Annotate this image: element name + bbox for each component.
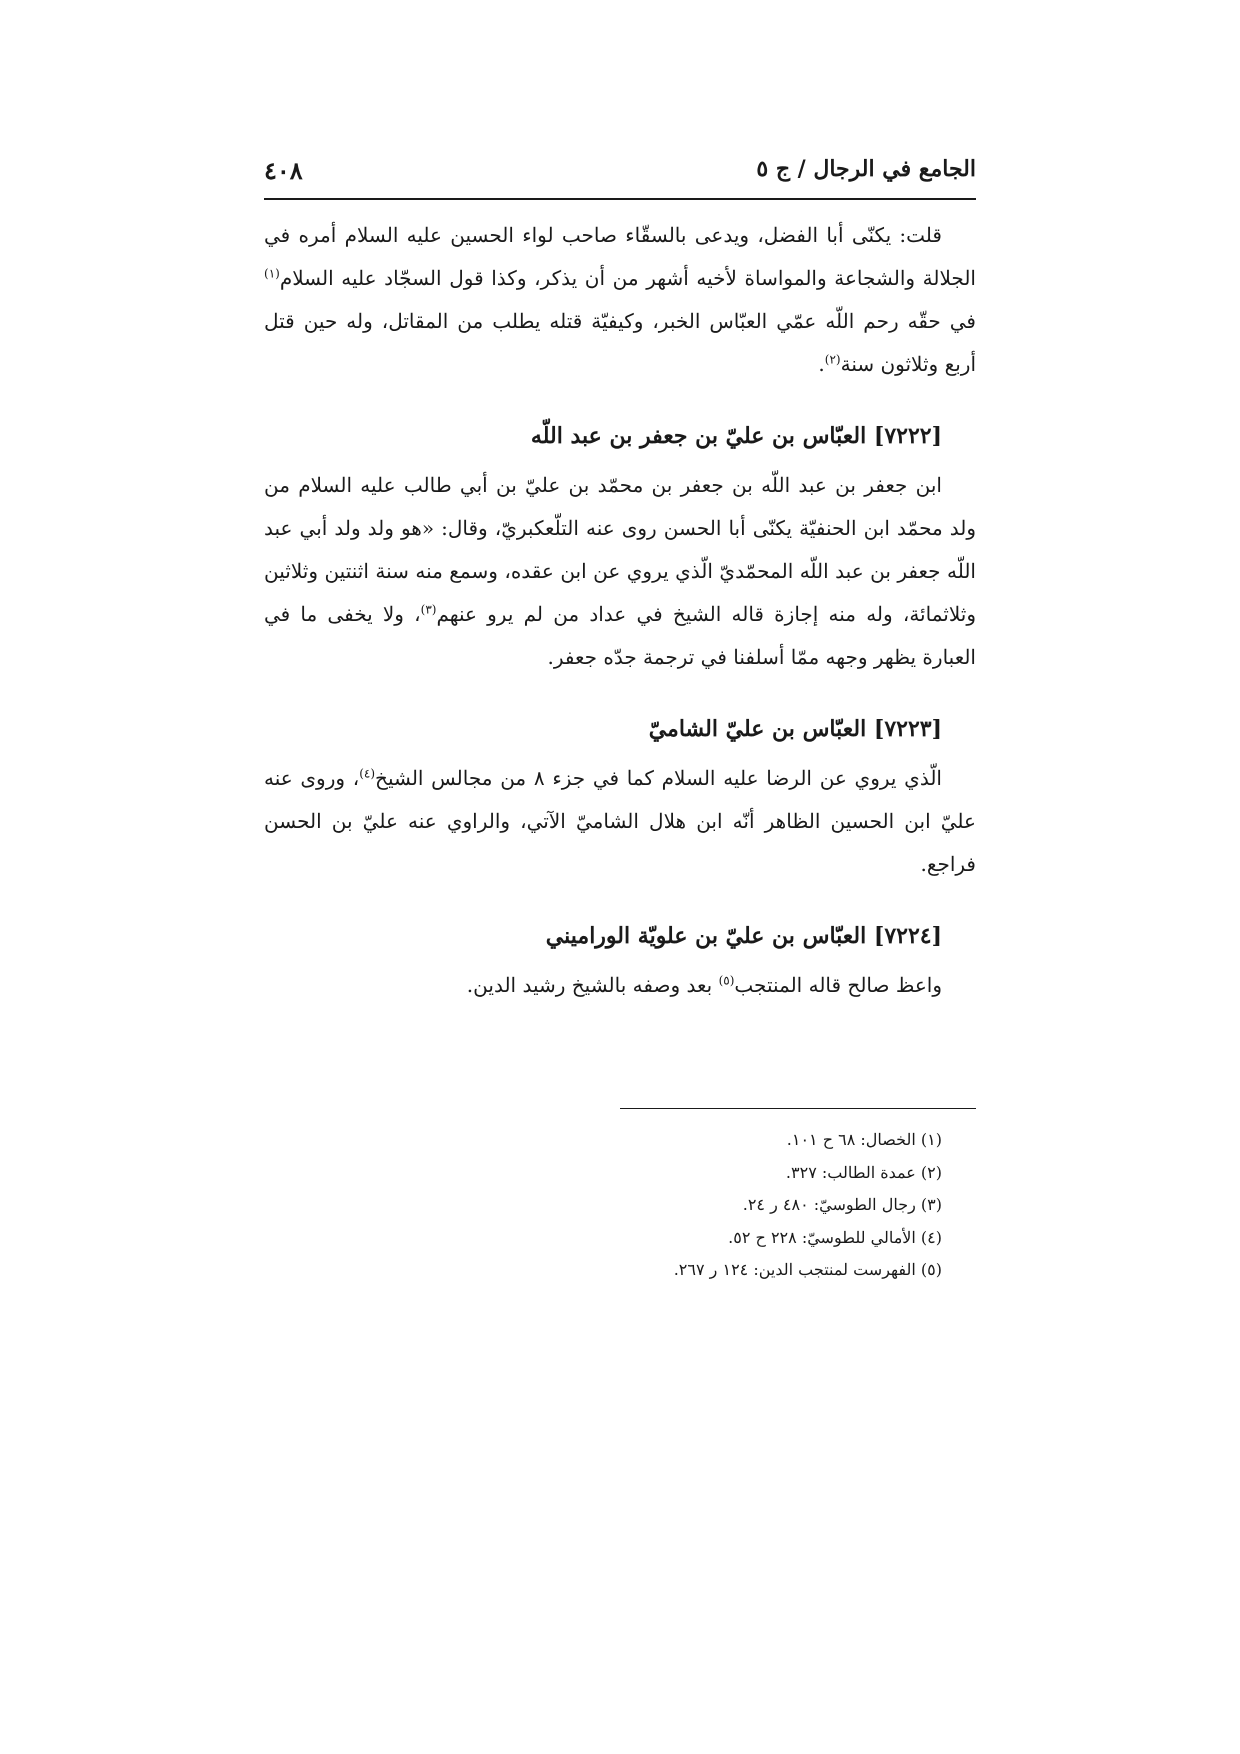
intro-text-end: . [818, 352, 825, 376]
intro-paragraph [264, 214, 976, 386]
entry-number: [٧٢٢٣] [873, 716, 942, 742]
entry-heading [264, 414, 976, 458]
footnote-2: (٢) عمدة الطالب: ٣٢٧. [785, 1162, 942, 1182]
entry-text [264, 464, 976, 679]
entry-text [264, 757, 976, 886]
footnote-5: (٥) الفهرست لمنتجب الدين: ١٢٤ ر ٢٦٧. [673, 1260, 942, 1279]
entry-body-continued: بعد وصفه بالشيخ رشيد الدين. [466, 973, 719, 997]
entry-number: [٧٢٢٢] [873, 423, 942, 449]
entry-text [264, 964, 976, 1007]
entry-body-continued: ، وروى عنه عليّ ابن الحسين الظاهر أنّه ابن هلال الشاميّ الآتي، والراوي عنه عليّ بن الحسن فراجع. [264, 766, 976, 876]
footnote-3: (٣) رجال الطوسيّ: ٤٨٠ ر ٢٤. [742, 1195, 942, 1214]
entry-heading [264, 707, 976, 751]
footnote-ref-3[interactable]: (٣) [420, 602, 437, 617]
main-text [264, 214, 976, 1007]
entry-body: ابن جعفر بن عبد اللّه بن جعفر بن محمّد بن عليّ بن أبي طالب عليه السلام من ولد محمّد ابن الحنفيّة يكنّى أبا الحسن روى عنه التلّعكبريّ، وقال: «هو ولد ولد أبي عبد اللّه جعفر بن عبد اللّه المحمّديّ الّذي يروي عن ابن عقده، وسمع منه سنة اثنتين وثلاثين وثلاثمائة، وله منه إجازة قاله الشيخ في عداد من لم يرو عنهم [264, 473, 976, 626]
entry-name: العبّاس بن عليّ الشاميّ [648, 716, 867, 742]
running-header [264, 150, 976, 200]
footnote-4: (٤) الأمالي للطوسيّ: ٢٢٨ ح ٥٢. [728, 1227, 942, 1247]
footnote-ref-5[interactable]: (٥) [718, 973, 735, 988]
footnote-divider [620, 1108, 976, 1109]
intro-text-continued: في حقّه رحم اللّه عمّي العبّاس الخبر، وكيفيّة قتله يطلب من المقاتل، وله حين قتل أربع وثلاثون سنة [264, 309, 976, 376]
entry-body-continued: ، ولا يخفى ما في العبارة يظهر وجهه ممّا أسلفنا في ترجمة جدّه جعفر. [264, 602, 976, 669]
entry-body: واعظ صالح قاله المنتجب [734, 973, 942, 997]
footnote-ref-1[interactable]: (١) [264, 266, 280, 281]
entry-body: الّذي يروي عن الرضا عليه السلام كما في جزء ٨ من مجالس الشيخ [375, 766, 942, 790]
footnote-ref-2[interactable]: (٢) [824, 352, 841, 367]
entry-7223 [264, 707, 976, 886]
entry-7222 [264, 414, 976, 679]
entry-7224 [264, 914, 976, 1007]
footnote-ref-4[interactable]: (٤) [359, 766, 376, 781]
entry-name: العبّاس بن عليّ بن جعفر بن عبد اللّه [530, 423, 867, 449]
intro-text: قلت: يكنّى أبا الفضل، ويدعى بالسقّاء صاحب لواء الحسين عليه السلام أمره في الجلالة والشجاعة والمواساة لأخيه أشهر من أن يذكر، وكذا قول السجّاد عليه السلام [264, 223, 976, 290]
entry-heading [264, 914, 976, 958]
page-number: ٤٠٨ [264, 156, 303, 185]
running-title: الجامع في الرجال / ج ٥ [756, 156, 976, 182]
footnote-1: (١) الخصال: ٦٨ ح ١٠١. [786, 1130, 942, 1149]
entry-number: [٧٢٢٤] [873, 923, 942, 949]
entry-name: العبّاس بن عليّ بن علويّة الوراميني [545, 923, 867, 949]
footnotes-list [264, 1124, 976, 1287]
